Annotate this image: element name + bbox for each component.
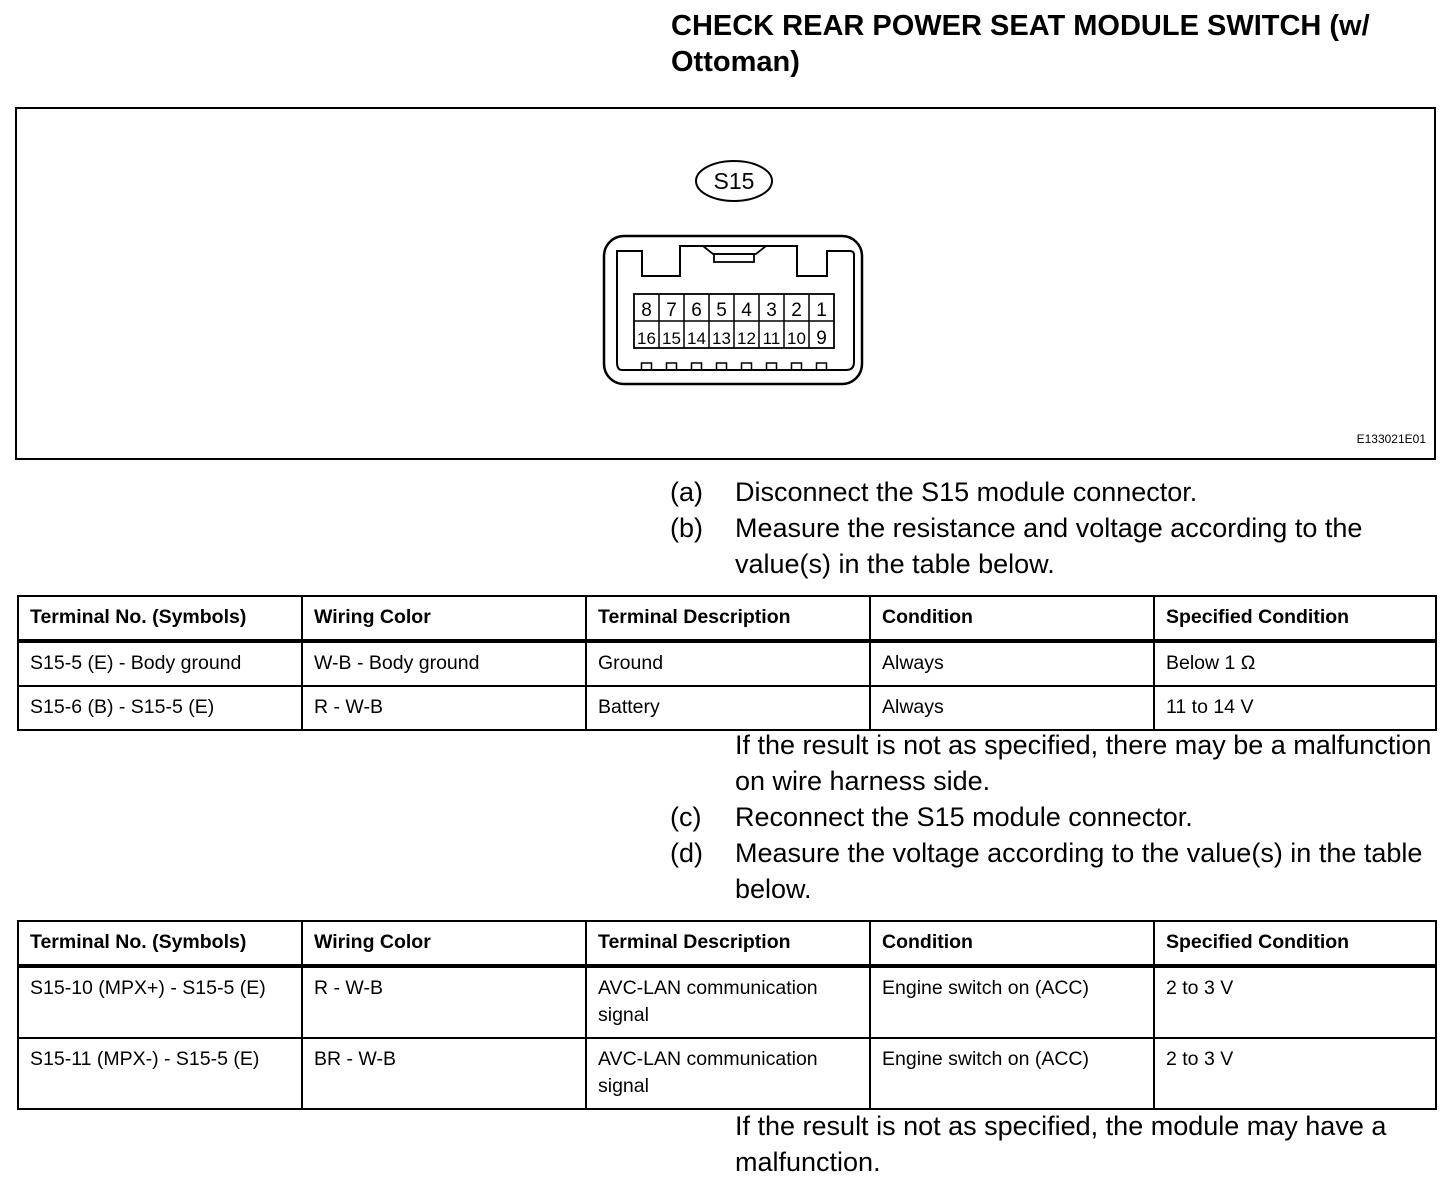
pin-label: 6 (691, 300, 702, 321)
step-text: Disconnect the S15 module connector. (735, 477, 1198, 507)
pin-label: 3 (766, 300, 777, 321)
lock-tab-block (714, 254, 754, 262)
step-a (670, 474, 1440, 510)
table-cell: S15-6 (B) - S15-5 (E) (18, 686, 302, 730)
table-header: Specified Condition (1154, 921, 1436, 966)
pin-label: 9 (816, 328, 827, 349)
table-cell: AVC-LAN communication signal (586, 966, 870, 1038)
table-header-row (18, 921, 1436, 966)
pin-stub (692, 363, 702, 370)
pin-label: 1 (816, 300, 827, 321)
table-cell: 2 to 3 V (1154, 966, 1436, 1038)
table-cell: Engine switch on (ACC) (870, 1038, 1154, 1109)
table-cell: 11 to 14 V (1154, 686, 1436, 730)
step-text: Measure the voltage according to the value(s) in the table below. (735, 838, 1423, 904)
spec-table-2 (17, 920, 1437, 1110)
table-cell: S15-5 (E) - Body ground (18, 641, 302, 686)
table-header: Specified Condition (1154, 596, 1436, 641)
pin-stub (767, 363, 777, 370)
pin-label: 4 (741, 300, 752, 321)
step-c (670, 799, 1440, 835)
table-cell: BR - W-B (302, 1038, 586, 1109)
step-label: (a) (670, 477, 703, 507)
pin-label: 10 (787, 329, 806, 348)
table-header: Terminal No. (Symbols) (18, 596, 302, 641)
table-row (18, 641, 1436, 686)
step-text: Measure the resistance and voltage according to the value(s) in the table below. (735, 513, 1363, 579)
pin-stub (817, 363, 827, 370)
pin-label: 7 (666, 300, 677, 321)
steps-group-2 (670, 799, 1440, 907)
step-label: (d) (670, 838, 703, 868)
pin-label: 5 (716, 300, 727, 321)
lock-tab (703, 246, 766, 254)
table-cell: Battery (586, 686, 870, 730)
note-2: If the result is not as specified, the module may have a malfunction. (735, 1111, 1387, 1177)
connector-diagram (17, 109, 1434, 458)
step-text: Reconnect the S15 module connector. (735, 802, 1193, 832)
spec-table-1 (17, 595, 1437, 731)
table-cell: Always (870, 686, 1154, 730)
connector-label: S15 (713, 168, 755, 194)
pin-stub (717, 363, 727, 370)
table-cell: W-B - Body ground (302, 641, 586, 686)
table-header: Condition (870, 921, 1154, 966)
table-header: Condition (870, 596, 1154, 641)
pin-stub (667, 363, 677, 370)
figure-id: E133021E01 (1356, 432, 1426, 446)
table-cell: Below 1 Ω (1154, 641, 1436, 686)
connector-figure (15, 107, 1436, 460)
pin-stub (792, 363, 802, 370)
table-row (18, 686, 1436, 730)
table-cell: R - W-B (302, 966, 586, 1038)
table-header: Terminal No. (Symbols) (18, 921, 302, 966)
note-1: If the result is not as specified, there may be a malfunction on wire harness side. (735, 730, 1432, 796)
step-d (670, 835, 1440, 907)
table-cell: Engine switch on (ACC) (870, 966, 1154, 1038)
table-cell: AVC-LAN communication signal (586, 1038, 870, 1109)
table-cell: R - W-B (302, 686, 586, 730)
pin-label: 16 (637, 329, 656, 348)
table-header-row (18, 596, 1436, 641)
table-cell: S15-11 (MPX-) - S15-5 (E) (18, 1038, 302, 1109)
table-header: Wiring Color (302, 921, 586, 966)
pin-stub (742, 363, 752, 370)
table-cell: Ground (586, 641, 870, 686)
pin-label: 13 (712, 329, 731, 348)
table-header: Wiring Color (302, 596, 586, 641)
table-row (18, 1038, 1436, 1109)
step-label: (b) (670, 513, 703, 543)
pin-label: 11 (762, 329, 781, 348)
pin-label: 15 (662, 329, 681, 348)
steps-group-1 (670, 474, 1440, 582)
pin-label: 8 (641, 300, 652, 321)
pin-label: 2 (791, 300, 802, 321)
step-label: (c) (670, 802, 702, 832)
table-header: Terminal Description (586, 921, 870, 966)
page-title: CHECK REAR POWER SEAT MODULE SWITCH (w/ Ottoman) (671, 10, 1370, 78)
table-row (18, 966, 1436, 1038)
table-cell: S15-10 (MPX+) - S15-5 (E) (18, 966, 302, 1038)
step-b (670, 510, 1440, 582)
table-cell: Always (870, 641, 1154, 686)
pin-stub (642, 363, 652, 370)
pin-label: 12 (737, 329, 756, 348)
pin-label: 14 (687, 329, 706, 348)
table-header: Terminal Description (586, 596, 870, 641)
table-cell: 2 to 3 V (1154, 1038, 1436, 1109)
